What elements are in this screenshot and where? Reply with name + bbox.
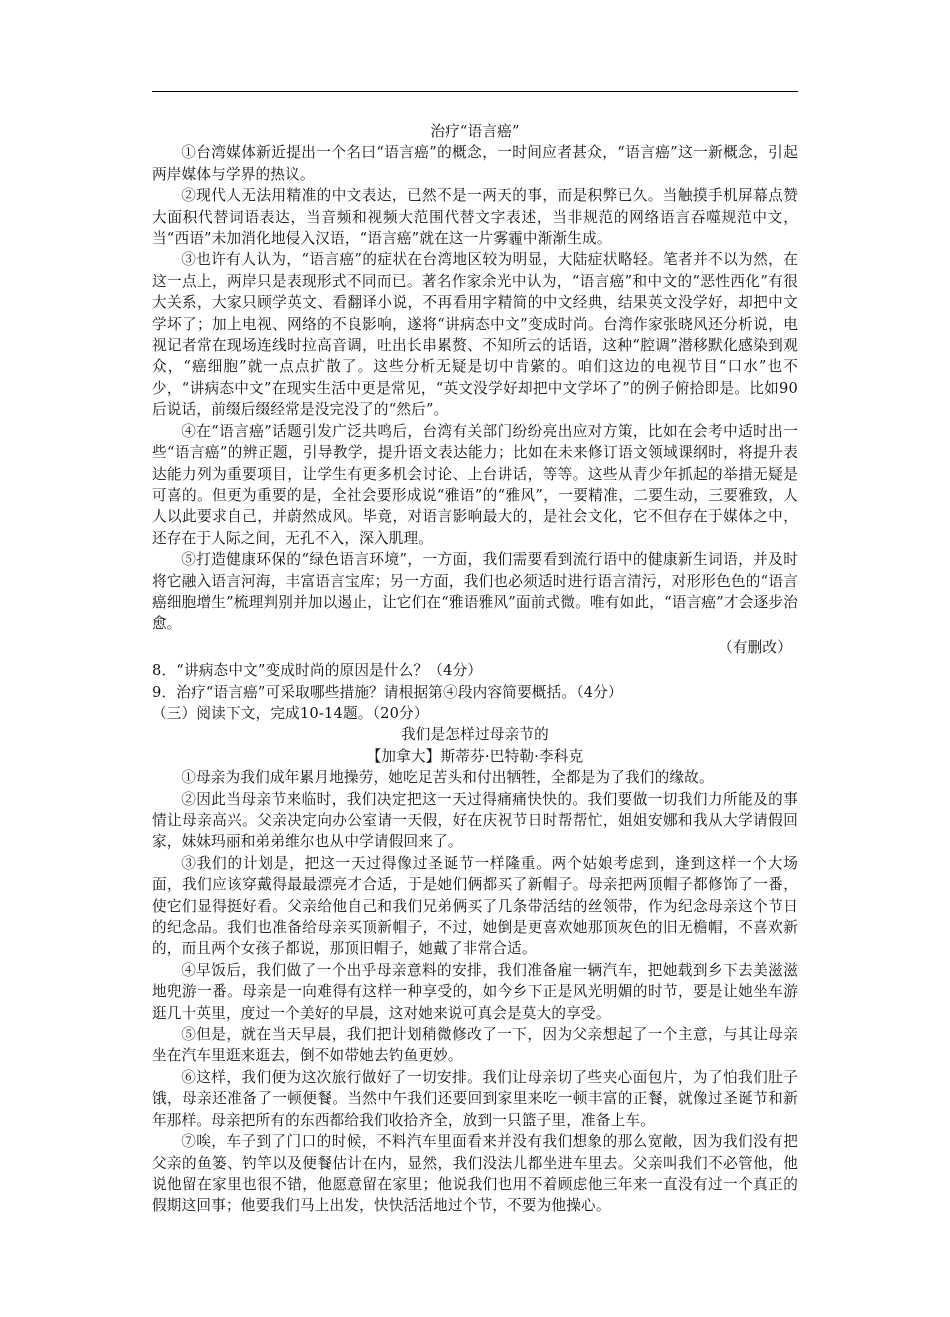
article1-paragraph-4: ④在“语言癌”话题引发广泛共鸣后，台湾有关部门纷纷亮出应对方策，比如在会考中适时出一些“语言癌”的辨正题，引导教学，提升语文表达能力；比如在未来修订语文领域课纲时，将提升表达能力列为重要项目，让学生有更多机会讨论、上台讲话，等等。这些从青少年抓起的举措无疑是可喜的。但更为重要的是，全社会要形成说“雅语”的“雅风”，一要精准，二要生动，三要雅致，人人以此要求自己，并蔚然成风。毕竟，对语言影响最大的，是社会文化，它不但存在于媒体之中，还存在于人际之间，无孔不入，深入肌理。 — [152, 422, 798, 547]
article1-paragraph-3: ③也许有人认为，“语言癌”的症状在台湾地区较为明显，大陆症状略轻。笔者并不以为然，在这一点上，两岸只是表现形式不同而已。著名作家余光中认为，“语言癌”和中文的“恶性西化”有很大关系，大家只顾学英文、看翻译小说，不再看用字精简的中文经典，结果英文没学好，却把中文学坏了；加上电视、网络的不良影响，遂将“讲病态中文”变成时尚。台湾作家张晓风还分析说，电视记者常在现场连线时拉高音调，吐出长串累赘、不知所云的话语，这种“腔调”潜移默化感染到观众，“癌细胞”就一点点扩散了。这些分析无疑是切中肯綮的。咱们这边的电视节目“口水”也不少，“讲病态中文”在现实生活中更是常见，“英文没学好却把中文学坏了”的例子俯拾即是。比如90后说话，前缀后缀经常是没完没了的“然后”。 — [152, 251, 798, 419]
article2-paragraph-4: ④早饭后，我们做了一个出乎母亲意料的安排，我们准备雇一辆汽车，把她载到乡下去美滋滋地兜游一番。母亲是一向难得有这样一种享受的，如今乡下正是风光明媚的时节，要是让她坐车游逛几十英里，度过一个美好的早晨，这对她来说可真会是莫大的享受。 — [152, 961, 798, 1022]
question-9: 9．治疗“语言癌”可采取哪些措施？请根据第④段内容简要概括。（4分） — [152, 683, 623, 701]
article1-title: 治疗“语言癌” — [430, 123, 520, 140]
article2-paragraph-7: ⑦唉，车子到了门口的时候，不料汽车里面看来并没有我们想象的那么宽敞，因为我们没有把父亲的鱼篓、钓竿以及便餐估计在内，显然，我们没法儿都坐进车里去。父亲叫我们不必管他，他说他留在家里也很不错，他愿意留在家里；他说我们也用不着顾虑他三年来一直没有过一个真正的假期这回事；他要我们马上出发，快快活活地过个节，不要为他操心。 — [152, 1133, 798, 1215]
article1-paragraph-1: ①台湾媒体新近提出一个名曰“语言癌”的概念，一时间应者甚众，“语言癌”这一新概念，引起两岸媒体与学界的热议。 — [152, 144, 798, 183]
article2-paragraph-2: ②因此当母亲节来临时，我们决定把这一天过得痛痛快快的。我们要做一切我们力所能及的事情让母亲高兴。父亲决定向办公室请一天假，好在庆祝节日时帮帮忙，姐姐安娜和我从大学请假回家，妹妹玛丽和弟弟维尔也从中学请假回来了。 — [152, 790, 798, 851]
article2-paragraph-6: ⑥这样，我们便为这次旅行做好了一切安排。我们让母亲切了些夹心面包片，为了怕我们肚子饿，母亲还准备了一顿便餐。当然中午我们还要回到家里来吃一顿丰富的正餐，就像过圣诞节和新年那样。母亲把所有的东西都给我们收拾齐全，放到一只篮子里，准备上车。 — [152, 1068, 798, 1129]
section3-heading: （三）阅读下文，完成10-14题。（20分） — [152, 704, 429, 722]
header-rule — [152, 91, 798, 92]
question-8: 8．“讲病态中文”变成时尚的原因是什么？（4分） — [152, 662, 483, 680]
article2-paragraph-1: ①母亲为我们成年累月地操劳，她吃足苦头和付出牺牲，全都是为了我们的缘故。 — [181, 769, 714, 787]
document-body — [152, 121, 798, 1217]
article2-author: 【加拿大】斯蒂芬·巴特勒·李科克 — [366, 747, 584, 765]
article1-paragraph-5: ⑤打造健康环保的“绿色语言环境”，一方面，我们需要看到流行语中的健康新生词语，并及时将它融入语言河海，丰富语言宝库；另一方面，我们也必须适时进行语言清污，对形形色色的“语言癌细胞增生”梳理判别并加以遏止，让它们在“雅语雅风”面前式微。唯有如此，“语言癌”才会逐步治愈。 — [152, 551, 798, 633]
article2-title: 我们是怎样过母亲节的 — [401, 726, 549, 744]
article1-paragraph-2: ②现代人无法用精准的中文表达，已然不是一两天的事，而是积弊已久。当触摸手机屏幕点赞大面积代替词语表达，当音频和视频大范围代替文字表述，当非规范的网络语言吞噬规范中文，当“西语”未加消化地侵入汉语，“语言癌”就在这一片雾霾中渐渐生成。 — [152, 187, 798, 248]
article2-paragraph-5: ⑤但是，就在当天早晨，我们把计划稍微修改了一下，因为父亲想起了一个主意，与其让母亲坐在汽车里逛来逛去，倒不如带她去钓鱼更妙。 — [152, 1026, 798, 1065]
article2-paragraph-3: ③我们的计划是，把这一天过得像过圣诞节一样隆重。两个姑娘考虑到，逢到这样一个大场面，我们应该穿戴得最最漂亮才合适，于是她们俩都买了新帽子。母亲把两顶帽子都修饰了一番，使它们显得挺好看。父亲给他自己和我们兄弟俩买了几条带活结的丝领带，作为纪念母亲这个节日的纪念品。我们也准备给母亲买顶新帽子，不过，她倒是更喜欢她那顶灰色的旧无檐帽，不喜欢新的，而且两个女孩子都说，那顶旧帽子，她戴了非常合适。 — [152, 854, 798, 958]
article1-edit-note: （有删改） — [718, 638, 792, 656]
